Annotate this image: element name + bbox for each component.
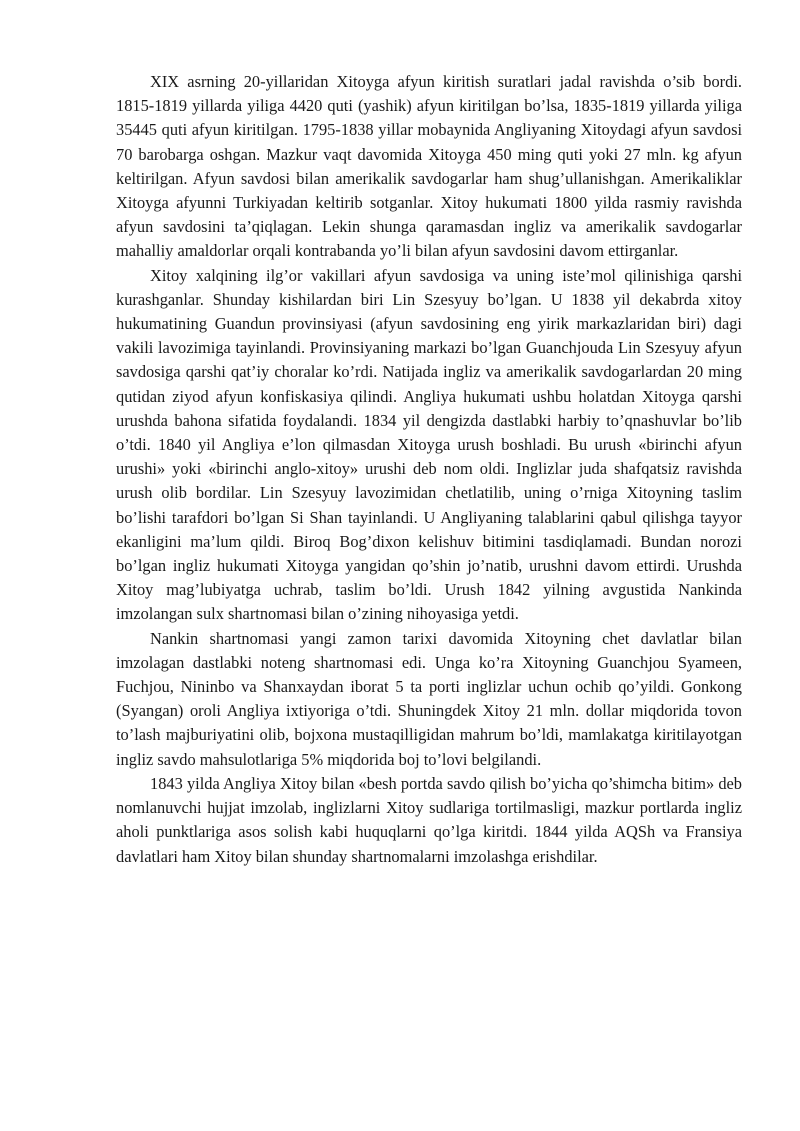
paragraph-supplementary-treaty: 1843 yilda Angliya Xitoy bilan «besh portda savdo qilish bo’yicha qo’shimcha bitim» deb nomlanuvchi hujjat imzolab, inglizlarni Xitoy sudlariga tortilmasligi, mazkur portlarda ingliz aholi punktlariga asos solish kabi huquqlarni qo’lga kiritdi. 1844 yilda AQSh va Fransiya davlatlari ham Xitoy bilan shunday shartnomalarni imzolashga erishdilar. (116, 773, 742, 866)
paragraph-first-opium-war: Xitoy xalqining ilg’or vakillari afyun savdosiga va uning iste’mol qilinishiga qarshi kurashganlar. Shunday kishilardan biri Lin Szesyuy bo’lgan. U 1838 yil dekabrda xitoy hukumatining Guandun provinsiyasi (afyun savdosining eng yirik markazlaridan biri) dagi vakili lavozimiga tayinlandi. Provinsiyaning markazi bo’lgan Guanchjouda Lin Szesyuy afyun savdosiga qarshi qat’iy choralar ko’rdi. Natijada ingliz va amerikalik savdogarlardan 20 ming qutidan ziyod afyun konfiskasiya qilindi. Angliya hukumati ushbu holatdan Xitoyga qarshi urushda bahona sifatida foydalandi. 1834 yil dengizda dastlabki harbiy to’qnashuvlar bo’lib o’tdi. 1840 yil Angliya e’lon qilmasdan Xitoyga urush boshladi. Bu urush «birinchi afyun urushi» yoki «birinchi anglo-xitoy» urushi deb nom oldi. Inglizlar juda shafqatsiz ravishda urush olib bordilar. Lin Szesyuy lavozimidan chetlatilib, uning o’rniga Xitoyning taslim bo’lishi tarafdori bo’lgan Si Shan tayinlandi. U Angliyaning talablarini qabul qilishga tayyor ekanligini ma’lum qildi. Biroq Bog’dixon kelishuv bitimini tasdiqlamadi. Bundan norozi bo’lgan ingliz hukumati Xitoyga yangidan qo’shin jo’natib, urushni davom ettirdi. Urushda Xitoy mag’lubiyatga uchrab, taslim bo’ldi. Urush 1842 yilning avgustida Nankinda imzolangan sulx shartnomasi bilan o’zining nihoyasiga yetdi. (116, 265, 742, 624)
document-page (116, 70, 742, 869)
paragraph-nanking-treaty: Nankin shartnomasi yangi zamon tarixi davomida Xitoyning chet davlatlar bilan imzolagan dastlabki noteng shartnomasi edi. Unga ko’ra Xitoyning Guanchjou Syameen, Fuchjou, Nininbo va Shanxaydan iborat 5 ta porti inglizlar uchun ochib qo’yildi. Gonkong (Syangan) oroli Angliya ixtiyoriga o’tdi. Shuningdek Xitoy 21 mln. dollar miqdorida tovon to’lash majburiyatini olib, bojxona mustaqilligidan mahrum bo’ldi, mamlakatga kiritilayotgan ingliz savdo mahsulotlariga 5% miqdorida boj to’lovi belgilandi. (116, 628, 742, 769)
paragraph-opium-trade: XIX asrning 20-yillaridan Xitoyga afyun kiritish suratlari jadal ravishda o’sib bordi. 1815-1819 yillarda yiliga 4420 quti (yashik) afyun kiritilgan bo’lsa, 1835-1819 yillarda yiliga 35445 quti afyun kiritilgan. 1795-1838 yillar mobaynida Angliyaning Xitoydagi afyun savdosi 70 barobarga oshgan. Mazkur vaqt davomida Xitoyga 450 ming quti yoki 27 mln. kg afyun keltirilgan. Afyun savdosi bilan amerikalik savdogarlar ham shug’ullanishgan. Amerikaliklar Xitoyga afyunni Turkiyadan keltirib sotganlar. Xitoy hukumati 1800 yilda rasmiy ravishda afyun savdosini ta’qiqlagan. Lekin shunga qaramasdan ingliz va amerikalik savdogarlar mahalliy amaldorlar orqali kontrabanda yo’li bilan afyun savdosini davom ettirganlar. (116, 72, 742, 261)
